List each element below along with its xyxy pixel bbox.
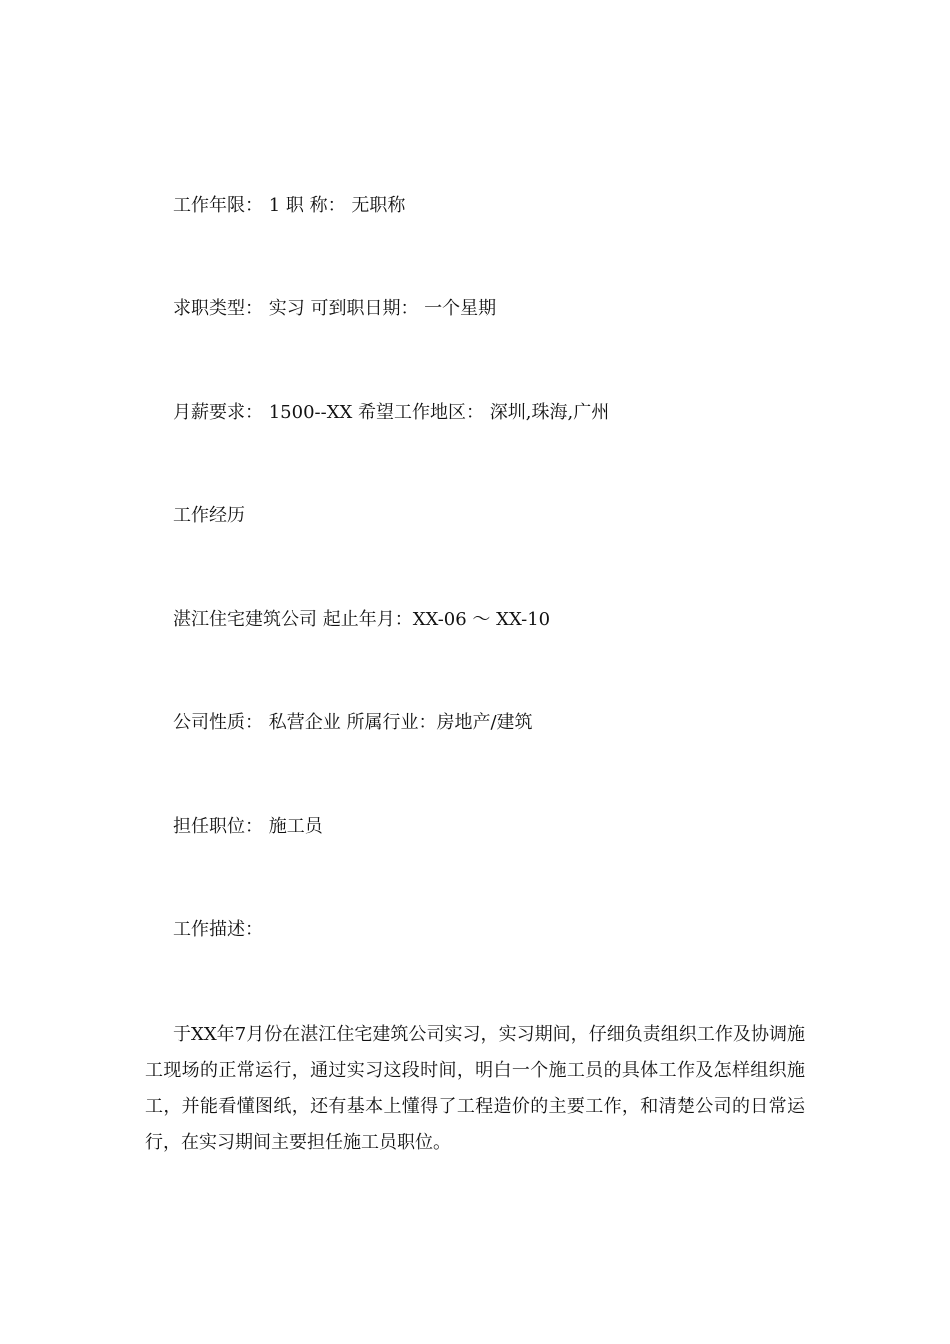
company-type-line: 公司性质： 私营企业 所属行业：房地产/建筑 xyxy=(173,712,533,733)
work-years-line: 工作年限： 1 职 称： 无职称 xyxy=(173,195,406,216)
job-type-line: 求职类型： 实习 可到职日期： 一个星期 xyxy=(173,298,497,319)
job-description-heading: 工作描述： xyxy=(173,919,263,940)
job-description-paragraph: 于XX年7月份在湛江住宅建筑公司实习，实习期间，仔细负责组织工作及协调施工现场的正常运行，通过实习这段时间，明白一个施工员的具体工作及怎样组织施工，并能看懂图纸，还有基本上懂得了工程造价的主要工作，和清楚公司的日常运行，在实习期间主要担任施工员职位。 xyxy=(145,1024,805,1153)
company-period-line: 湛江住宅建筑公司 起止年月：XX-06 ～ XX-10 xyxy=(173,609,551,630)
position-line: 担任职位： 施工员 xyxy=(173,816,323,837)
salary-location-line: 月薪要求： 1500--XX 希望工作地区： 深圳,珠海,广州 xyxy=(173,402,610,423)
work-experience-heading: 工作经历 xyxy=(173,505,245,526)
